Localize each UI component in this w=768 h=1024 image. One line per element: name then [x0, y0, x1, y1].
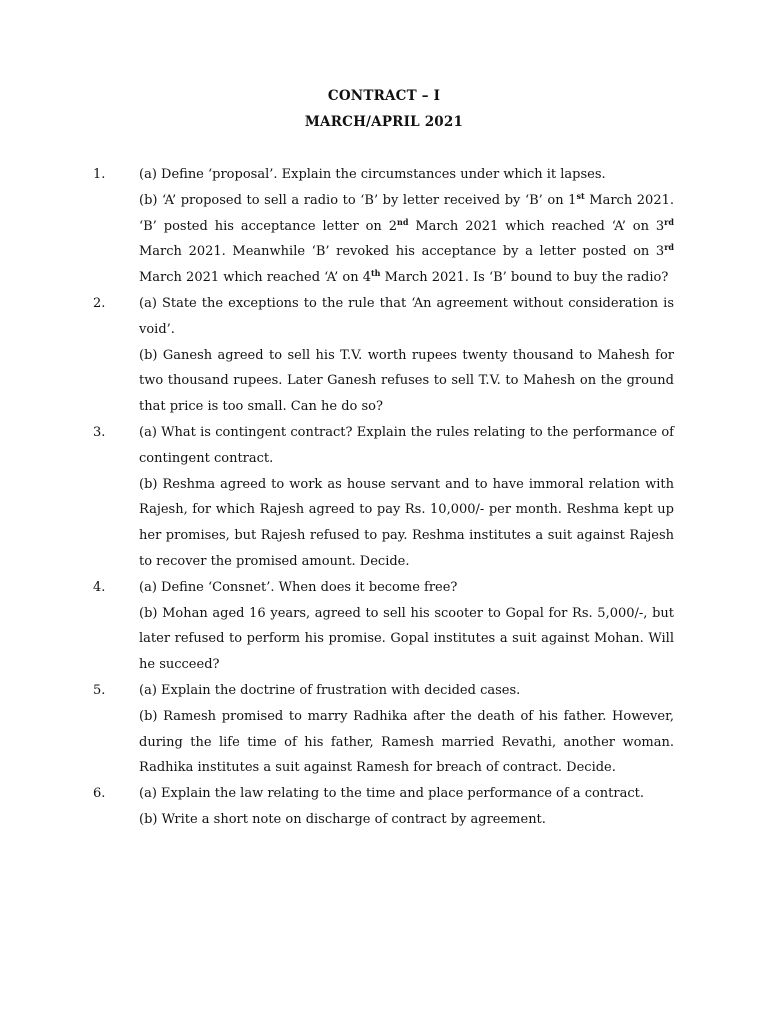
question-part-a: (a) Define ‘proposal’. Explain the circumstances under which it lapses. [139, 167, 606, 182]
question-1 [0, 162, 768, 291]
question-part-b: (b) Reshma agreed to work as house servant and to have immoral relation with Rajesh, for which Rajesh agreed to pay Rs. 10,000/- per month. Reshma kept up her promises, but Rajesh refused to pay. Reshma institutes a suit against Rajesh to recover the promised amount. Decide. [139, 476, 674, 569]
question-number: 4. [93, 579, 106, 595]
question-number: 5. [93, 682, 106, 698]
question-part-b: (b) Mohan aged 16 years, agreed to sell his scooter to Gopal for Rs. 5,000/-, but later refused to perform his promise. Gopal institutes a suit against Mohan. Will he succeed? [139, 605, 674, 673]
question-part-b: (b) Ganesh agreed to sell his T.V. worth rupees twenty thousand to Mahesh for two thousand rupees. Later Ganesh refuses to sell T.V. to Mahesh on the ground that price is too small. Can he do so? [139, 347, 674, 415]
question-part-a: (a) State the exceptions to the rule that ‘An agreement without consideration is void’. [139, 295, 674, 337]
question-part-b: (b) Write a short note on discharge of contract by agreement. [139, 811, 546, 827]
ordinal-suffix: rd [664, 242, 674, 253]
question-2 [0, 291, 768, 420]
question-part-b: (b) Ramesh promised to marry Radhika after the death of his father. However, during the life time of his father, Ramesh married Revathi, another woman. Radhika institutes a suit against Ramesh for breach of contract. Decide. [139, 708, 674, 776]
ordinal-suffix: st [576, 190, 585, 201]
question-list [0, 162, 768, 833]
question-part-a: (a) Define ‘Consnet’. When does it become free? [139, 579, 458, 595]
ordinal-suffix: nd [397, 216, 409, 227]
question-number: 3. [93, 424, 106, 440]
question-number: 1. [93, 167, 106, 182]
question-part-a: (a) Explain the doctrine of frustration with decided cases. [139, 682, 521, 698]
ordinal-suffix: rd [664, 216, 674, 227]
exam-session: MARCH/APRIL 2021 [304, 114, 464, 130]
question-number: 2. [93, 295, 106, 311]
question-part-a: (a) What is contingent contract? Explain the rules relating to the performance of contingent contract. [139, 424, 674, 466]
question-part-a: (a) Explain the law relating to the time and place performance of a contract. [139, 786, 645, 802]
paper-title: CONTRACT – I [327, 88, 441, 104]
ordinal-suffix: th [370, 268, 381, 279]
question-part-b: (b) ‘A’ proposed to sell a radio to ‘B’ by letter received by ‘B’ on 1st March 2021. ‘B’ posted his acceptance letter on 2nd March 2021 which reached ‘A’ on 3rd March 2021. Meanwhile ‘B’ revoked his acceptance by a letter posted on 3rd March 2021 which reached ‘A’ on 4th March 2021. Is ‘B’ bound to buy the radio? [139, 190, 675, 286]
question-3 [0, 420, 768, 575]
question-number: 6. [93, 786, 106, 802]
question-4 [0, 575, 768, 678]
question-5 [0, 678, 768, 781]
question-6 [0, 781, 768, 833]
